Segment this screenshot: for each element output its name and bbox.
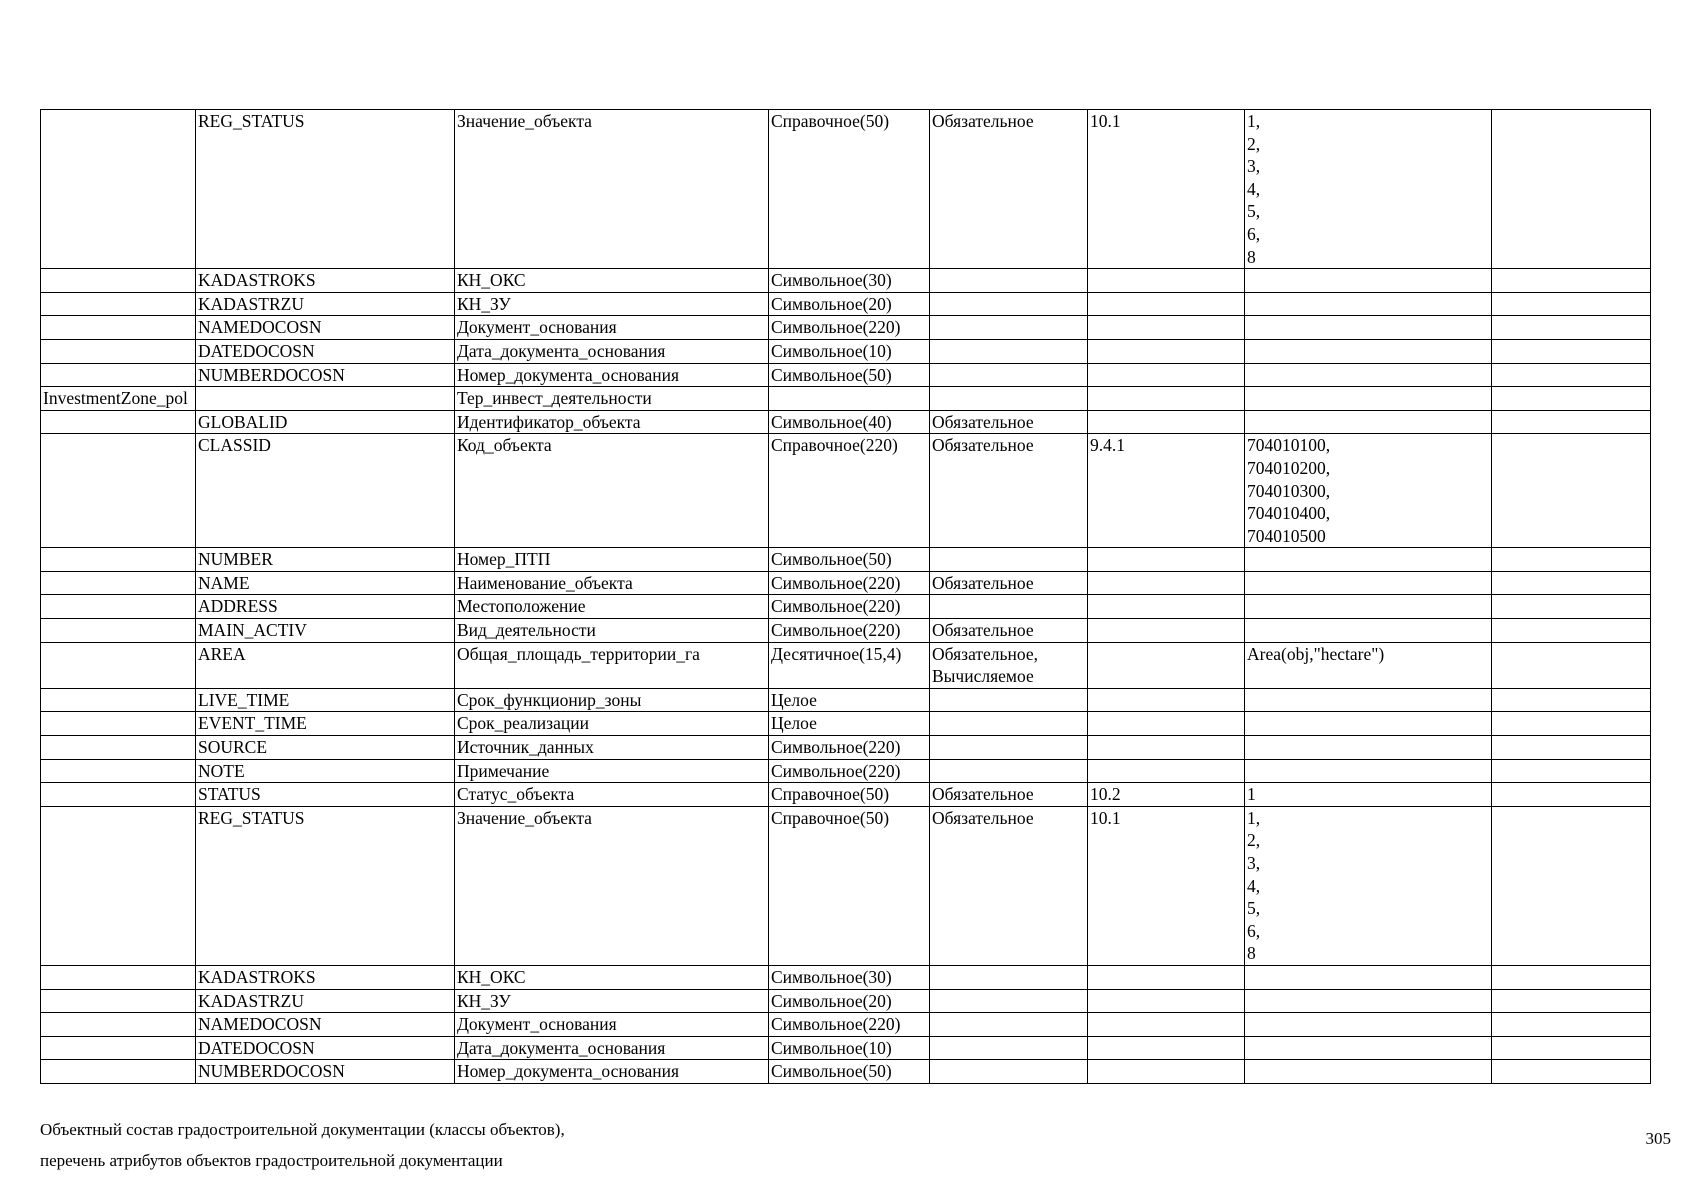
- cell-data-type: Целое: [769, 712, 930, 736]
- cell-reference-code: [1088, 595, 1245, 619]
- cell-requirement: [930, 595, 1088, 619]
- cell-reference-code: [1088, 642, 1245, 688]
- cell-reference-code: [1088, 989, 1245, 1013]
- cell-notes: [1492, 269, 1651, 293]
- cell-attribute-name: Документ_основания: [455, 1013, 769, 1037]
- cell-data-type: [769, 387, 930, 411]
- cell-attribute-code: REG_STATUS: [196, 806, 455, 965]
- cell-requirement: [930, 1036, 1088, 1060]
- cell-attribute-name: Наименование_объекта: [455, 571, 769, 595]
- cell-data-type: Символьное(10): [769, 339, 930, 363]
- cell-attribute-name: Код_объекта: [455, 434, 769, 548]
- table-row: [41, 110, 1651, 269]
- cell-data-type: Справочное(50): [769, 806, 930, 965]
- cell-requirement: Обязательное: [930, 783, 1088, 807]
- cell-allowed-values: [1245, 316, 1492, 340]
- table-row: [41, 292, 1651, 316]
- cell-allowed-values: [1245, 688, 1492, 712]
- table-row: [41, 783, 1651, 807]
- cell-allowed-values: [1245, 989, 1492, 1013]
- cell-requirement: [930, 316, 1088, 340]
- cell-attribute-name: Примечание: [455, 759, 769, 783]
- cell-attribute-code: NUMBERDOCOSN: [196, 363, 455, 387]
- cell-notes: [1492, 736, 1651, 760]
- cell-requirement: [930, 688, 1088, 712]
- page-number: 305: [1645, 1129, 1671, 1148]
- table-row: [41, 410, 1651, 434]
- cell-attribute-code: [196, 387, 455, 411]
- cell-class-name: [41, 989, 196, 1013]
- page-footer: [40, 1114, 565, 1176]
- cell-notes: [1492, 110, 1651, 269]
- cell-attribute-name: Вид_деятельности: [455, 619, 769, 643]
- cell-attribute-name: КН_ЗУ: [455, 292, 769, 316]
- cell-data-type: Символьное(50): [769, 363, 930, 387]
- cell-allowed-values: [1245, 548, 1492, 572]
- cell-attribute-code: MAIN_ACTIV: [196, 619, 455, 643]
- cell-data-type: Символьное(220): [769, 595, 930, 619]
- cell-class-name: [41, 363, 196, 387]
- cell-requirement: [930, 548, 1088, 572]
- cell-reference-code: [1088, 1060, 1245, 1084]
- cell-allowed-values: 1, 2, 3, 4, 5, 6, 8: [1245, 110, 1492, 269]
- cell-reference-code: [1088, 759, 1245, 783]
- cell-class-name: [41, 783, 196, 807]
- cell-class-name: [41, 292, 196, 316]
- table-row: [41, 595, 1651, 619]
- cell-class-name: [41, 688, 196, 712]
- cell-notes: [1492, 759, 1651, 783]
- cell-data-type: Символьное(50): [769, 548, 930, 572]
- cell-reference-code: [1088, 548, 1245, 572]
- cell-class-name: [41, 316, 196, 340]
- table-row: [41, 712, 1651, 736]
- cell-notes: [1492, 1013, 1651, 1037]
- table-row: [41, 571, 1651, 595]
- table-row: [41, 1060, 1651, 1084]
- cell-allowed-values: [1245, 1060, 1492, 1084]
- cell-class-name: [41, 1060, 196, 1084]
- cell-reference-code: [1088, 339, 1245, 363]
- cell-attribute-name: Номер_документа_основания: [455, 1060, 769, 1084]
- cell-data-type: Символьное(220): [769, 571, 930, 595]
- table-row: [41, 759, 1651, 783]
- cell-requirement: Обязательное: [930, 434, 1088, 548]
- cell-attribute-code: ADDRESS: [196, 595, 455, 619]
- cell-requirement: [930, 712, 1088, 736]
- cell-requirement: [930, 363, 1088, 387]
- cell-allowed-values: [1245, 1036, 1492, 1060]
- cell-requirement: Обязательное: [930, 571, 1088, 595]
- cell-attribute-name: Значение_объекта: [455, 806, 769, 965]
- cell-allowed-values: [1245, 387, 1492, 411]
- cell-reference-code: [1088, 363, 1245, 387]
- cell-requirement: [930, 1060, 1088, 1084]
- cell-attribute-code: STATUS: [196, 783, 455, 807]
- cell-requirement: [930, 736, 1088, 760]
- cell-reference-code: 10.1: [1088, 110, 1245, 269]
- cell-attribute-name: Значение_объекта: [455, 110, 769, 269]
- cell-reference-code: [1088, 712, 1245, 736]
- cell-allowed-values: [1245, 619, 1492, 643]
- cell-allowed-values: Area(obj,"hectare"): [1245, 642, 1492, 688]
- cell-attribute-name: Тер_инвест_деятельности: [455, 387, 769, 411]
- cell-allowed-values: [1245, 363, 1492, 387]
- cell-notes: [1492, 1036, 1651, 1060]
- cell-attribute-code: REG_STATUS: [196, 110, 455, 269]
- cell-allowed-values: [1245, 292, 1492, 316]
- table-row: [41, 1013, 1651, 1037]
- table-row: [41, 434, 1651, 548]
- cell-notes: [1492, 316, 1651, 340]
- cell-requirement: Обязательное: [930, 619, 1088, 643]
- cell-allowed-values: [1245, 712, 1492, 736]
- cell-data-type: Десятичное(15,4): [769, 642, 930, 688]
- cell-class-name: [41, 571, 196, 595]
- footer-line-2: перечень атрибутов объектов градостроительной документации: [40, 1151, 503, 1170]
- cell-reference-code: [1088, 965, 1245, 989]
- cell-data-type: Символьное(20): [769, 989, 930, 1013]
- cell-notes: [1492, 965, 1651, 989]
- cell-attribute-code: NUMBER: [196, 548, 455, 572]
- cell-attribute-name: Идентификатор_объекта: [455, 410, 769, 434]
- cell-attribute-code: DATEDOCOSN: [196, 339, 455, 363]
- cell-notes: [1492, 339, 1651, 363]
- cell-allowed-values: [1245, 410, 1492, 434]
- cell-allowed-values: [1245, 571, 1492, 595]
- cell-reference-code: [1088, 1013, 1245, 1037]
- cell-class-name: [41, 736, 196, 760]
- cell-data-type: Символьное(20): [769, 292, 930, 316]
- cell-notes: [1492, 292, 1651, 316]
- cell-attribute-code: CLASSID: [196, 434, 455, 548]
- cell-data-type: Символьное(220): [769, 619, 930, 643]
- cell-requirement: [930, 387, 1088, 411]
- cell-notes: [1492, 712, 1651, 736]
- cell-reference-code: [1088, 292, 1245, 316]
- cell-attribute-name: КН_ОКС: [455, 965, 769, 989]
- cell-notes: [1492, 410, 1651, 434]
- cell-attribute-code: SOURCE: [196, 736, 455, 760]
- cell-attribute-code: KADASTROKS: [196, 269, 455, 293]
- cell-class-name: [41, 642, 196, 688]
- cell-class-name: [41, 269, 196, 293]
- cell-requirement: Обязательное: [930, 806, 1088, 965]
- cell-requirement: [930, 1013, 1088, 1037]
- cell-attribute-code: KADASTRZU: [196, 989, 455, 1013]
- cell-requirement: Обязательное: [930, 110, 1088, 269]
- cell-allowed-values: 1: [1245, 783, 1492, 807]
- cell-reference-code: [1088, 571, 1245, 595]
- cell-data-type: Символьное(220): [769, 316, 930, 340]
- cell-attribute-name: Срок_реализации: [455, 712, 769, 736]
- cell-reference-code: 9.4.1: [1088, 434, 1245, 548]
- cell-reference-code: [1088, 387, 1245, 411]
- cell-reference-code: [1088, 1036, 1245, 1060]
- attributes-table-body: [41, 110, 1651, 1084]
- cell-attribute-name: Общая_площадь_территории_га: [455, 642, 769, 688]
- cell-data-type: Символьное(50): [769, 1060, 930, 1084]
- table-row: [41, 1036, 1651, 1060]
- cell-attribute-code: KADASTROKS: [196, 965, 455, 989]
- cell-requirement: [930, 759, 1088, 783]
- table-row: [41, 688, 1651, 712]
- cell-attribute-code: NAME: [196, 571, 455, 595]
- attributes-table: [40, 109, 1651, 1084]
- cell-data-type: Целое: [769, 688, 930, 712]
- cell-data-type: Символьное(40): [769, 410, 930, 434]
- cell-notes: [1492, 688, 1651, 712]
- cell-class-name: [41, 110, 196, 269]
- table-row: [41, 965, 1651, 989]
- cell-requirement: Обязательное, Вычисляемое: [930, 642, 1088, 688]
- cell-attribute-code: AREA: [196, 642, 455, 688]
- cell-allowed-values: [1245, 759, 1492, 783]
- cell-allowed-values: [1245, 1013, 1492, 1037]
- cell-allowed-values: [1245, 269, 1492, 293]
- cell-reference-code: 10.2: [1088, 783, 1245, 807]
- cell-allowed-values: [1245, 736, 1492, 760]
- cell-requirement: [930, 269, 1088, 293]
- cell-notes: [1492, 642, 1651, 688]
- cell-notes: [1492, 434, 1651, 548]
- cell-notes: [1492, 363, 1651, 387]
- table-row: [41, 989, 1651, 1013]
- cell-notes: [1492, 387, 1651, 411]
- cell-attribute-name: Номер_ПТП: [455, 548, 769, 572]
- cell-notes: [1492, 989, 1651, 1013]
- cell-attribute-name: Местоположение: [455, 595, 769, 619]
- cell-notes: [1492, 571, 1651, 595]
- cell-requirement: Обязательное: [930, 410, 1088, 434]
- cell-data-type: Символьное(220): [769, 759, 930, 783]
- cell-class-name: InvestmentZone_pol: [41, 387, 196, 411]
- cell-class-name: [41, 410, 196, 434]
- table-row: [41, 316, 1651, 340]
- cell-class-name: [41, 619, 196, 643]
- cell-class-name: [41, 759, 196, 783]
- cell-attribute-code: GLOBALID: [196, 410, 455, 434]
- cell-attribute-code: NAMEDOCOSN: [196, 316, 455, 340]
- cell-reference-code: [1088, 688, 1245, 712]
- cell-class-name: [41, 712, 196, 736]
- cell-attribute-name: Источник_данных: [455, 736, 769, 760]
- cell-data-type: Символьное(30): [769, 965, 930, 989]
- cell-allowed-values: [1245, 339, 1492, 363]
- cell-attribute-code: NOTE: [196, 759, 455, 783]
- cell-data-type: Символьное(220): [769, 1013, 930, 1037]
- cell-class-name: [41, 1013, 196, 1037]
- cell-reference-code: [1088, 269, 1245, 293]
- cell-class-name: [41, 339, 196, 363]
- cell-data-type: Символьное(220): [769, 736, 930, 760]
- cell-data-type: Справочное(50): [769, 110, 930, 269]
- cell-data-type: Справочное(50): [769, 783, 930, 807]
- cell-notes: [1492, 548, 1651, 572]
- cell-allowed-values: [1245, 965, 1492, 989]
- cell-reference-code: [1088, 736, 1245, 760]
- cell-attribute-code: LIVE_TIME: [196, 688, 455, 712]
- table-row: [41, 619, 1651, 643]
- cell-notes: [1492, 619, 1651, 643]
- cell-allowed-values: 704010100, 704010200, 704010300, 704010400, 704010500: [1245, 434, 1492, 548]
- table-row: [41, 806, 1651, 965]
- cell-notes: [1492, 1060, 1651, 1084]
- cell-attribute-name: КН_ЗУ: [455, 989, 769, 1013]
- table-row: [41, 363, 1651, 387]
- cell-attribute-name: Документ_основания: [455, 316, 769, 340]
- cell-attribute-name: Срок_функционир_зоны: [455, 688, 769, 712]
- cell-attribute-name: КН_ОКС: [455, 269, 769, 293]
- cell-requirement: [930, 339, 1088, 363]
- cell-reference-code: [1088, 316, 1245, 340]
- cell-requirement: [930, 292, 1088, 316]
- cell-notes: [1492, 806, 1651, 965]
- cell-attribute-code: KADASTRZU: [196, 292, 455, 316]
- cell-attribute-code: NAMEDOCOSN: [196, 1013, 455, 1037]
- cell-attribute-name: Дата_документа_основания: [455, 1036, 769, 1060]
- cell-data-type: Справочное(220): [769, 434, 930, 548]
- table-row: [41, 642, 1651, 688]
- cell-attribute-code: DATEDOCOSN: [196, 1036, 455, 1060]
- table-row: [41, 269, 1651, 293]
- cell-data-type: Символьное(10): [769, 1036, 930, 1060]
- cell-requirement: [930, 989, 1088, 1013]
- cell-attribute-name: Дата_документа_основания: [455, 339, 769, 363]
- cell-requirement: [930, 965, 1088, 989]
- cell-attribute-name: Номер_документа_основания: [455, 363, 769, 387]
- footer-line-1: Объектный состав градостроительной документации (классы объектов),: [40, 1120, 565, 1139]
- cell-allowed-values: 1, 2, 3, 4, 5, 6, 8: [1245, 806, 1492, 965]
- cell-class-name: [41, 965, 196, 989]
- cell-attribute-code: NUMBERDOCOSN: [196, 1060, 455, 1084]
- cell-data-type: Символьное(30): [769, 269, 930, 293]
- cell-class-name: [41, 595, 196, 619]
- cell-reference-code: [1088, 410, 1245, 434]
- cell-class-name: [41, 548, 196, 572]
- table-row: [41, 387, 1651, 411]
- table-row: [41, 339, 1651, 363]
- cell-reference-code: [1088, 619, 1245, 643]
- table-row: [41, 736, 1651, 760]
- cell-notes: [1492, 783, 1651, 807]
- cell-class-name: [41, 1036, 196, 1060]
- cell-notes: [1492, 595, 1651, 619]
- cell-allowed-values: [1245, 595, 1492, 619]
- cell-class-name: [41, 434, 196, 548]
- cell-attribute-code: EVENT_TIME: [196, 712, 455, 736]
- cell-reference-code: 10.1: [1088, 806, 1245, 965]
- table-row: [41, 548, 1651, 572]
- cell-attribute-name: Статус_объекта: [455, 783, 769, 807]
- cell-class-name: [41, 806, 196, 965]
